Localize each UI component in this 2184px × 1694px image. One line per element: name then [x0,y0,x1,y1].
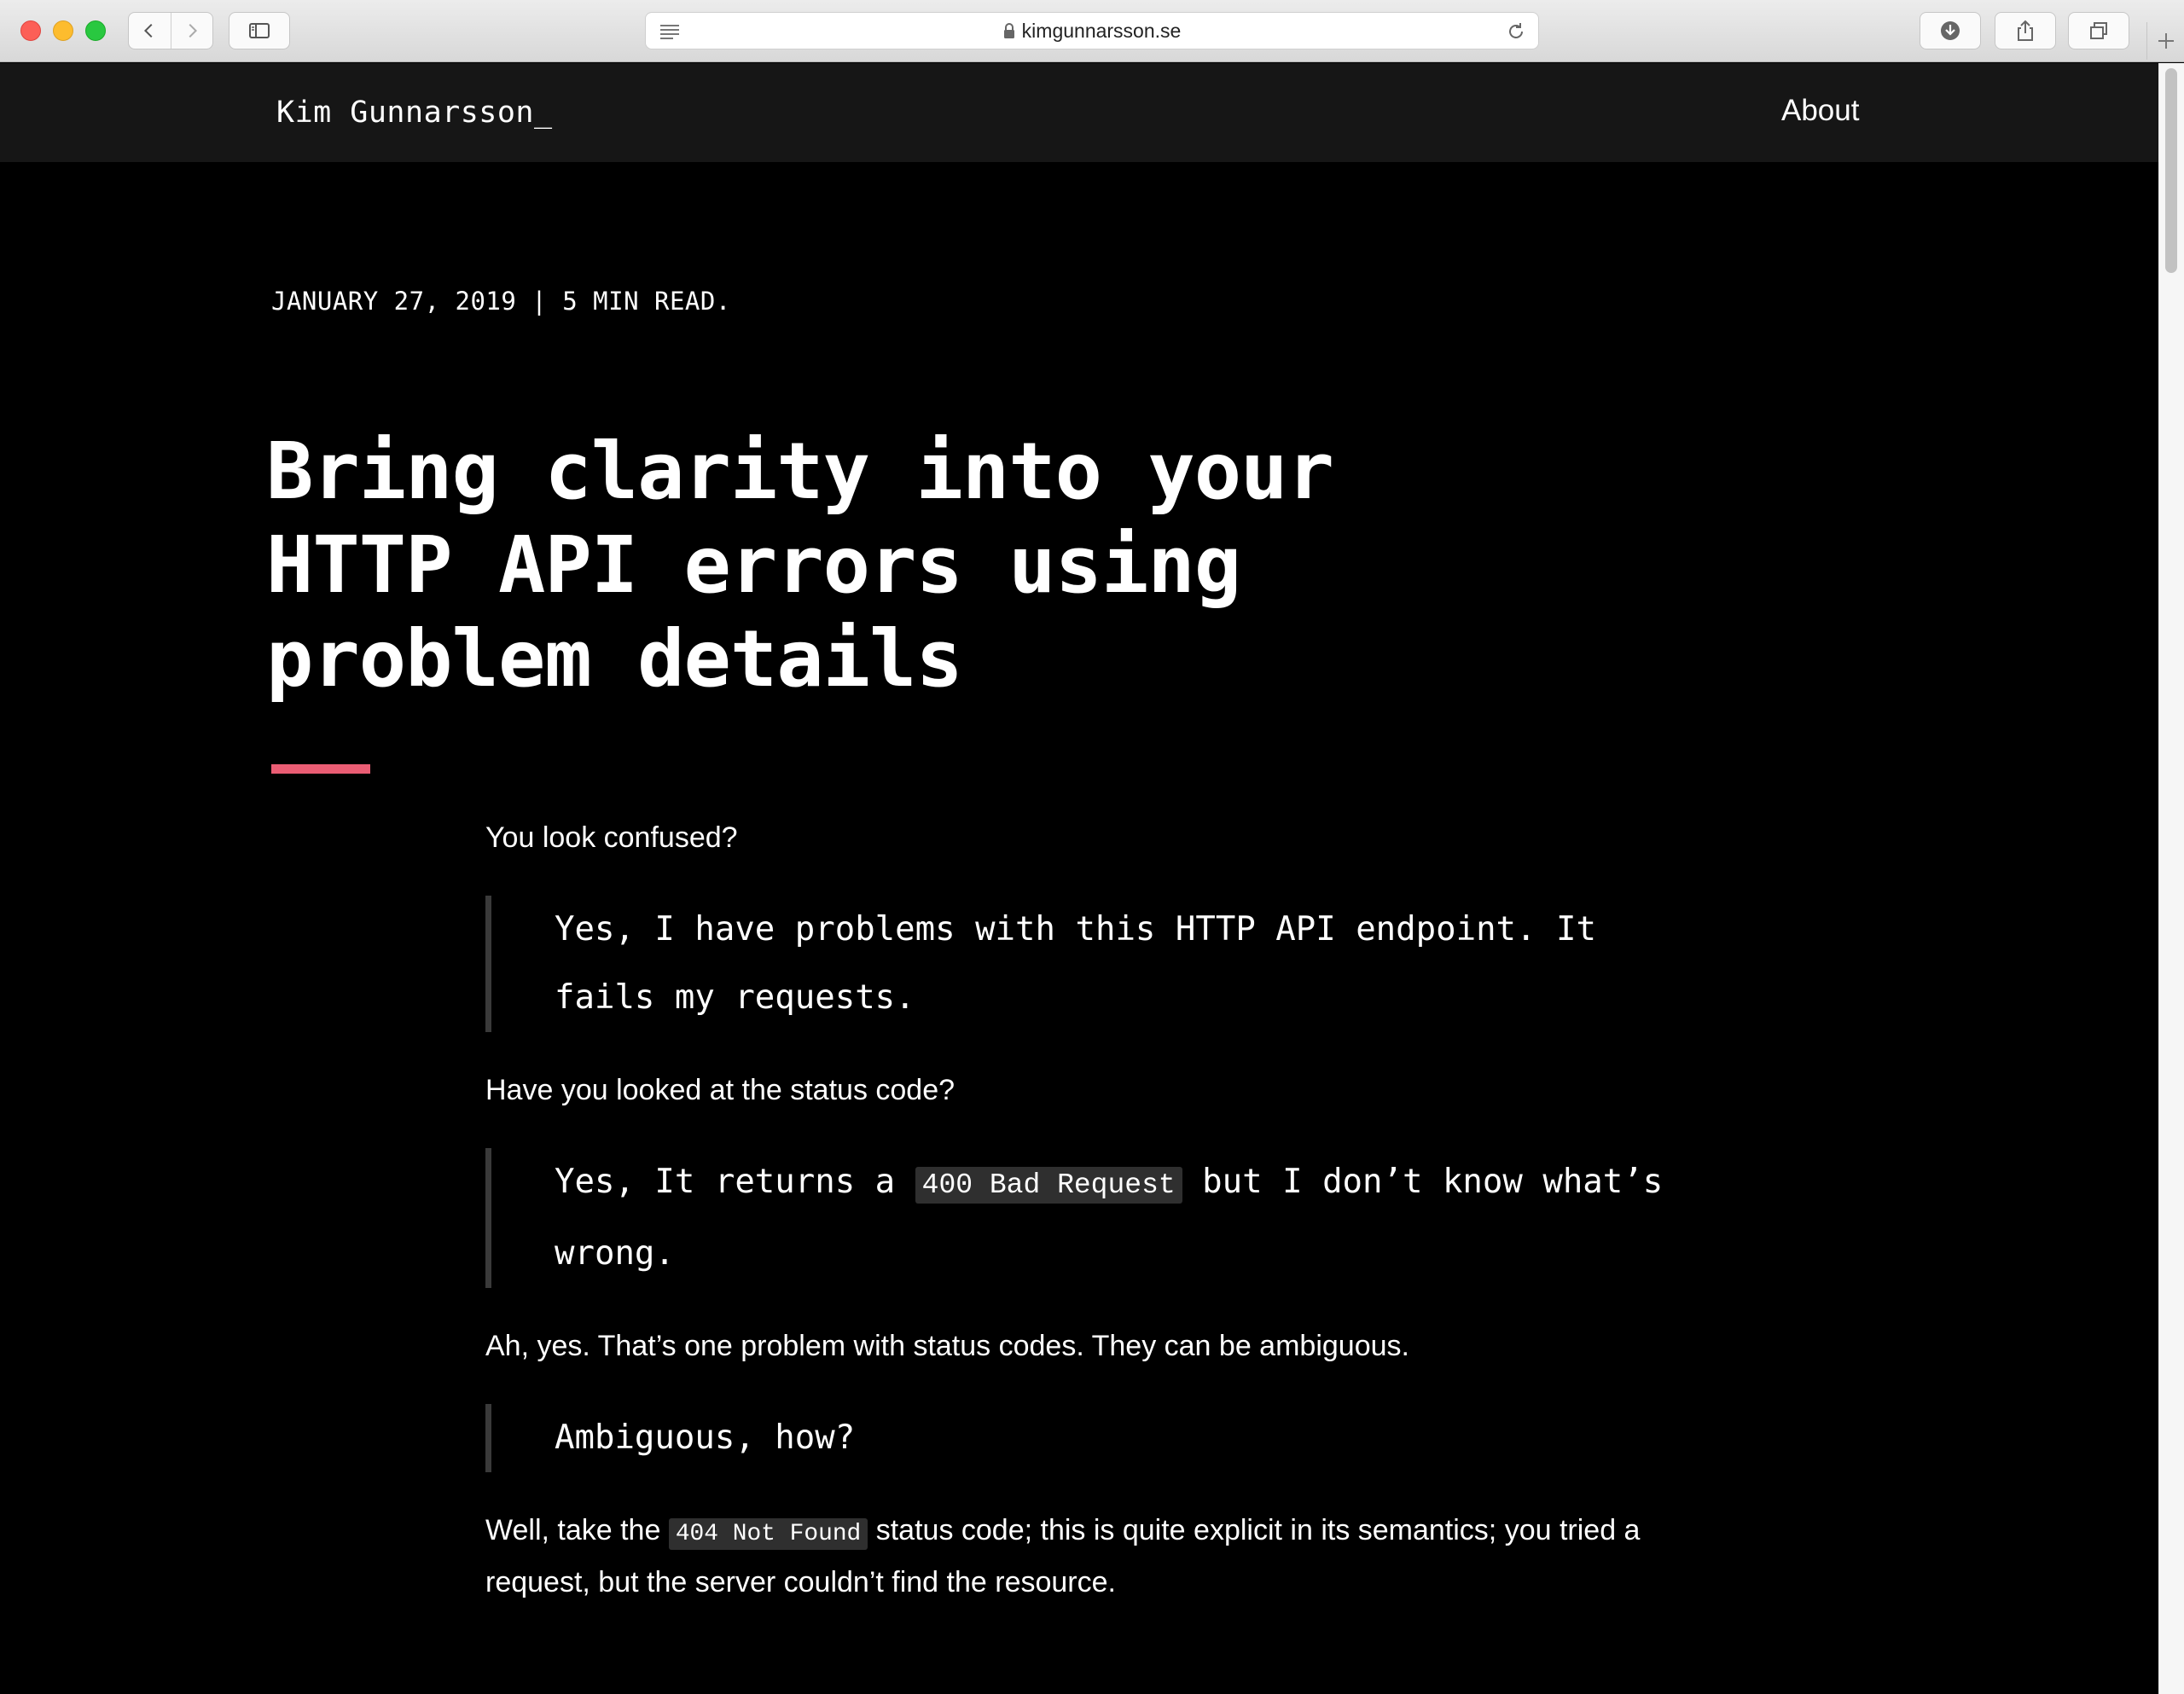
back-button[interactable] [129,13,171,49]
inline-code: 404 Not Found [669,1518,868,1550]
blockquote-text: Yes, I have problems with this HTTP API endpoint. It fails my requests. [555,910,1596,1017]
paragraph [485,1506,1680,1606]
downloads-button[interactable] [1920,12,1981,49]
blockquote-text: Ambiguous, how? [555,1418,856,1457]
sidebar-icon [247,19,271,43]
minimize-window-button[interactable] [53,20,73,41]
chevron-left-icon [140,21,159,40]
inline-code: 400 Bad Request [915,1167,1182,1204]
share-button[interactable] [1995,12,2056,49]
blockquote [485,1404,1680,1472]
paragraph-text-before: Well, take the [485,1514,669,1546]
show-tabs-button[interactable] [2068,12,2129,49]
reader-view-icon[interactable] [658,21,682,42]
url-text: kimgunnarsson.se [1021,19,1182,42]
zoom-window-button[interactable] [85,20,106,41]
post-body [485,814,1680,1606]
url-display[interactable] [1003,20,1182,43]
browser-toolbar [0,0,2184,62]
site-header [0,63,2158,162]
share-icon [2013,19,2037,43]
close-window-button[interactable] [20,20,41,41]
blockquote-text-after: but I don’t know what’s wrong. [555,1163,1664,1273]
address-bar[interactable] [645,12,1539,49]
paragraph: Have you looked at the status code? [485,1074,956,1106]
tabs-overview-icon [2087,19,2111,43]
web-page [0,63,2158,1694]
blockquote-text-before: Yes, It returns a [555,1163,915,1201]
scrollbar-thumb[interactable] [2165,68,2177,273]
blockquote [485,896,1671,1032]
post-title: Bring clarity into your HTTP API errors using problem details [266,426,1333,705]
forward-button[interactable] [171,13,213,49]
lock-icon [1003,23,1015,38]
new-tab-button[interactable] [2146,22,2184,60]
history-nav [128,12,213,49]
sidebar-toggle-button[interactable] [229,12,290,49]
paragraph: Ah, yes. That’s one problem with status codes. They can be ambiguous. [485,1330,1409,1362]
reload-icon[interactable] [1506,21,1526,42]
page-scrollbar[interactable] [2158,63,2184,1694]
blockquote [485,1148,1671,1288]
paragraph: You look confused? [485,821,738,854]
plus-icon [2156,31,2176,51]
title-accent-divider [271,764,370,774]
chevron-right-icon [183,21,201,40]
nav-link-about[interactable]: About [1781,94,1860,127]
paragraph-text-after: status code; this is quite explicit in its semantics; you tried a request, but the server couldn’t find the resource. [485,1514,1641,1598]
download-icon [1938,19,1962,43]
post-meta: JANUARY 27, 2019 | 5 MIN READ. [271,287,731,316]
site-logo-link[interactable]: Kim Gunnarsson_ [276,96,553,130]
